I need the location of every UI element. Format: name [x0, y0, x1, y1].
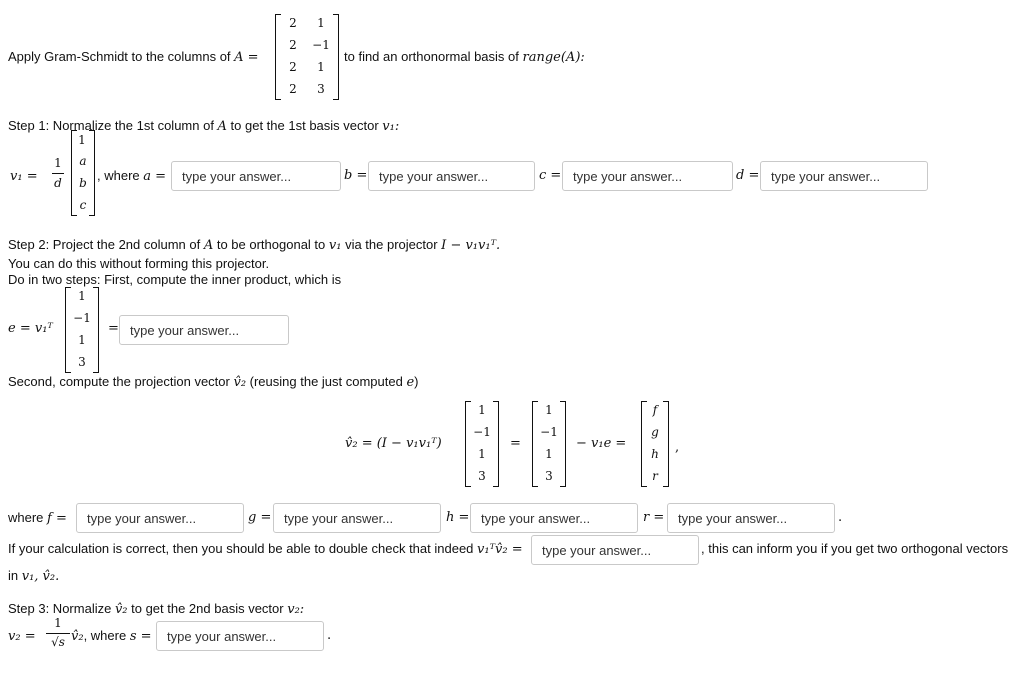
proj-minus-term: − v₁e =: [576, 436, 627, 451]
matrix-A: [275, 14, 339, 100]
g-input[interactable]: [273, 503, 441, 533]
s-label: s =: [129, 629, 152, 644]
v1-vector-a: a: [79, 154, 87, 168]
intro-text: [8, 49, 259, 65]
f-label: f =: [47, 511, 67, 526]
step1-heading-A: A: [217, 119, 227, 134]
step2-heading-via: via the projector: [341, 237, 442, 252]
col2-entry: 1: [78, 333, 86, 347]
step2-heading-A: A: [203, 238, 214, 253]
check-tail2: in: [8, 568, 22, 583]
v1-label: v₁ =: [10, 169, 38, 184]
step1-heading: [8, 118, 399, 134]
check-expr: v₁ᵀv̂₂ =: [477, 542, 523, 557]
step2-line2: You can do this without forming this projector.: [8, 256, 270, 271]
proj-vector-2-entry: 3: [545, 469, 553, 483]
where-f-text: where: [8, 510, 48, 525]
v1-frac-num: 1: [54, 156, 62, 170]
check-tail: , this can inform you if you get two orthogonal vectors: [701, 541, 1009, 556]
check-input[interactable]: [531, 535, 699, 565]
h-input[interactable]: [470, 503, 638, 533]
matrix-A-cell: 3: [317, 82, 325, 96]
step3-heading-mid: to get the 2nd basis vector: [127, 601, 288, 616]
step2-heading-mid: to be orthogonal to: [213, 237, 329, 252]
r-input[interactable]: [667, 503, 835, 533]
step2-heading: [8, 237, 500, 253]
intro-text-before: Apply Gram-Schmidt to the columns of: [8, 49, 235, 64]
v2-frac-den: √s: [51, 635, 65, 649]
proj-lhs: v̂₂ = (I − v₁v₁ᵀ): [345, 436, 442, 451]
intro-text-after-wrap: [344, 49, 585, 65]
step1-where: [97, 168, 166, 184]
check-line2: [8, 568, 59, 584]
matrix-A-cell: 1: [317, 16, 325, 30]
col2-vector: [65, 287, 99, 373]
result-g: g: [651, 425, 659, 439]
check-vecs: v₁, v̂₂.: [21, 569, 60, 584]
step1-where-label: , where: [97, 168, 144, 183]
matrix-A-cell: 2: [289, 16, 297, 30]
matrix-A-cell: 2: [289, 60, 297, 74]
d-label: d =: [736, 168, 760, 183]
second-line-text: Second, compute the projection vector: [8, 374, 234, 389]
f-input[interactable]: [76, 503, 244, 533]
where-f: [8, 510, 67, 526]
step2-heading-v1: v₁: [328, 238, 342, 253]
step2-line3: Do in two steps: First, compute the inner product, which is: [8, 272, 342, 287]
d-input[interactable]: [760, 161, 928, 191]
e-equals: =: [108, 321, 119, 336]
a-input[interactable]: [171, 161, 341, 191]
step1-heading-text: Step 1: Normalize the 1st column of: [8, 118, 218, 133]
s-period: .: [327, 628, 332, 643]
v1-vector: [71, 130, 95, 216]
result-f: f: [652, 403, 658, 417]
second-line-e: e: [406, 375, 415, 390]
step3-heading-text: Step 3: Normalize: [8, 601, 115, 616]
second-line-tail: (reusing the just computed: [246, 374, 407, 389]
result-vector: [641, 401, 669, 487]
step2-second-line: [8, 374, 419, 390]
second-line-paren: ): [414, 374, 419, 389]
v1-vector-b: b: [79, 176, 87, 190]
result-r: r: [652, 469, 658, 483]
b-label: b =: [344, 168, 368, 183]
v2-frac-num: 1: [54, 616, 62, 630]
proj-vector-1-entry: 3: [478, 469, 486, 483]
v1-frac-line: [52, 173, 64, 174]
step1-heading-v1: v₁:: [382, 119, 400, 134]
v2-frac-line: [46, 633, 70, 634]
matrix-A-cell: −1: [312, 38, 330, 52]
proj-vector-1: [465, 401, 499, 487]
proj-vector-1-entry: 1: [478, 403, 486, 417]
col2-entry: −1: [73, 311, 91, 325]
s-input[interactable]: [156, 621, 324, 651]
intro-A-label: A =: [234, 50, 259, 65]
v2-tail-v2hat: v̂₂: [71, 629, 84, 644]
h-label: h =: [446, 510, 470, 525]
v1-vector-c: c: [79, 198, 87, 212]
v2-tail: [71, 628, 152, 644]
c-label: c =: [539, 168, 562, 183]
proj-vector-2: [532, 401, 566, 487]
intro-range-label: range(A):: [522, 50, 585, 65]
step1-heading-mid: to get the 1st basis vector: [226, 118, 383, 133]
result-h: h: [651, 447, 659, 461]
check-line: [8, 541, 523, 557]
c-input[interactable]: [562, 161, 733, 191]
step2-projector: I − v₁v₁ᵀ.: [441, 238, 501, 253]
step3-heading-v2: v₂:: [287, 602, 305, 617]
proj-vector-2-entry: −1: [540, 425, 558, 439]
result-comma: ,: [675, 440, 680, 455]
step2-heading-text: Step 2: Project the 2nd column of: [8, 237, 204, 252]
proj-vector-2-entry: 1: [545, 403, 553, 417]
proj-vector-2-entry: 1: [545, 447, 553, 461]
proj-equals: =: [510, 436, 521, 451]
step3-heading: [8, 601, 304, 617]
matrix-A-cell: 2: [289, 38, 297, 52]
v2-label: v₂ =: [8, 629, 36, 644]
b-input[interactable]: [368, 161, 535, 191]
proj-vector-1-entry: −1: [473, 425, 491, 439]
e-label: e = v₁ᵀ: [8, 321, 53, 336]
step3-heading-v2hat: v̂₂: [114, 602, 128, 617]
intro-text-after: to find an orthonormal basis of: [344, 49, 523, 64]
matrix-A-cell: 2: [289, 82, 297, 96]
v1-top-entry: 1: [78, 133, 86, 147]
col2-entry: 3: [78, 355, 86, 369]
e-input[interactable]: [119, 315, 289, 345]
check-text: If your calculation is correct, then you should be able to double check that indeed: [8, 541, 478, 556]
col2-entry: 1: [78, 289, 86, 303]
g-label: g =: [248, 510, 272, 525]
r-period: .: [838, 510, 843, 525]
second-line-v2hat: v̂₂: [233, 375, 247, 390]
a-label: a =: [143, 169, 167, 184]
matrix-A-cell: 1: [317, 60, 325, 74]
v1-frac-den: d: [54, 176, 62, 190]
r-label: r =: [643, 510, 665, 525]
v2-where: , where: [83, 628, 130, 643]
proj-vector-1-entry: 1: [478, 447, 486, 461]
